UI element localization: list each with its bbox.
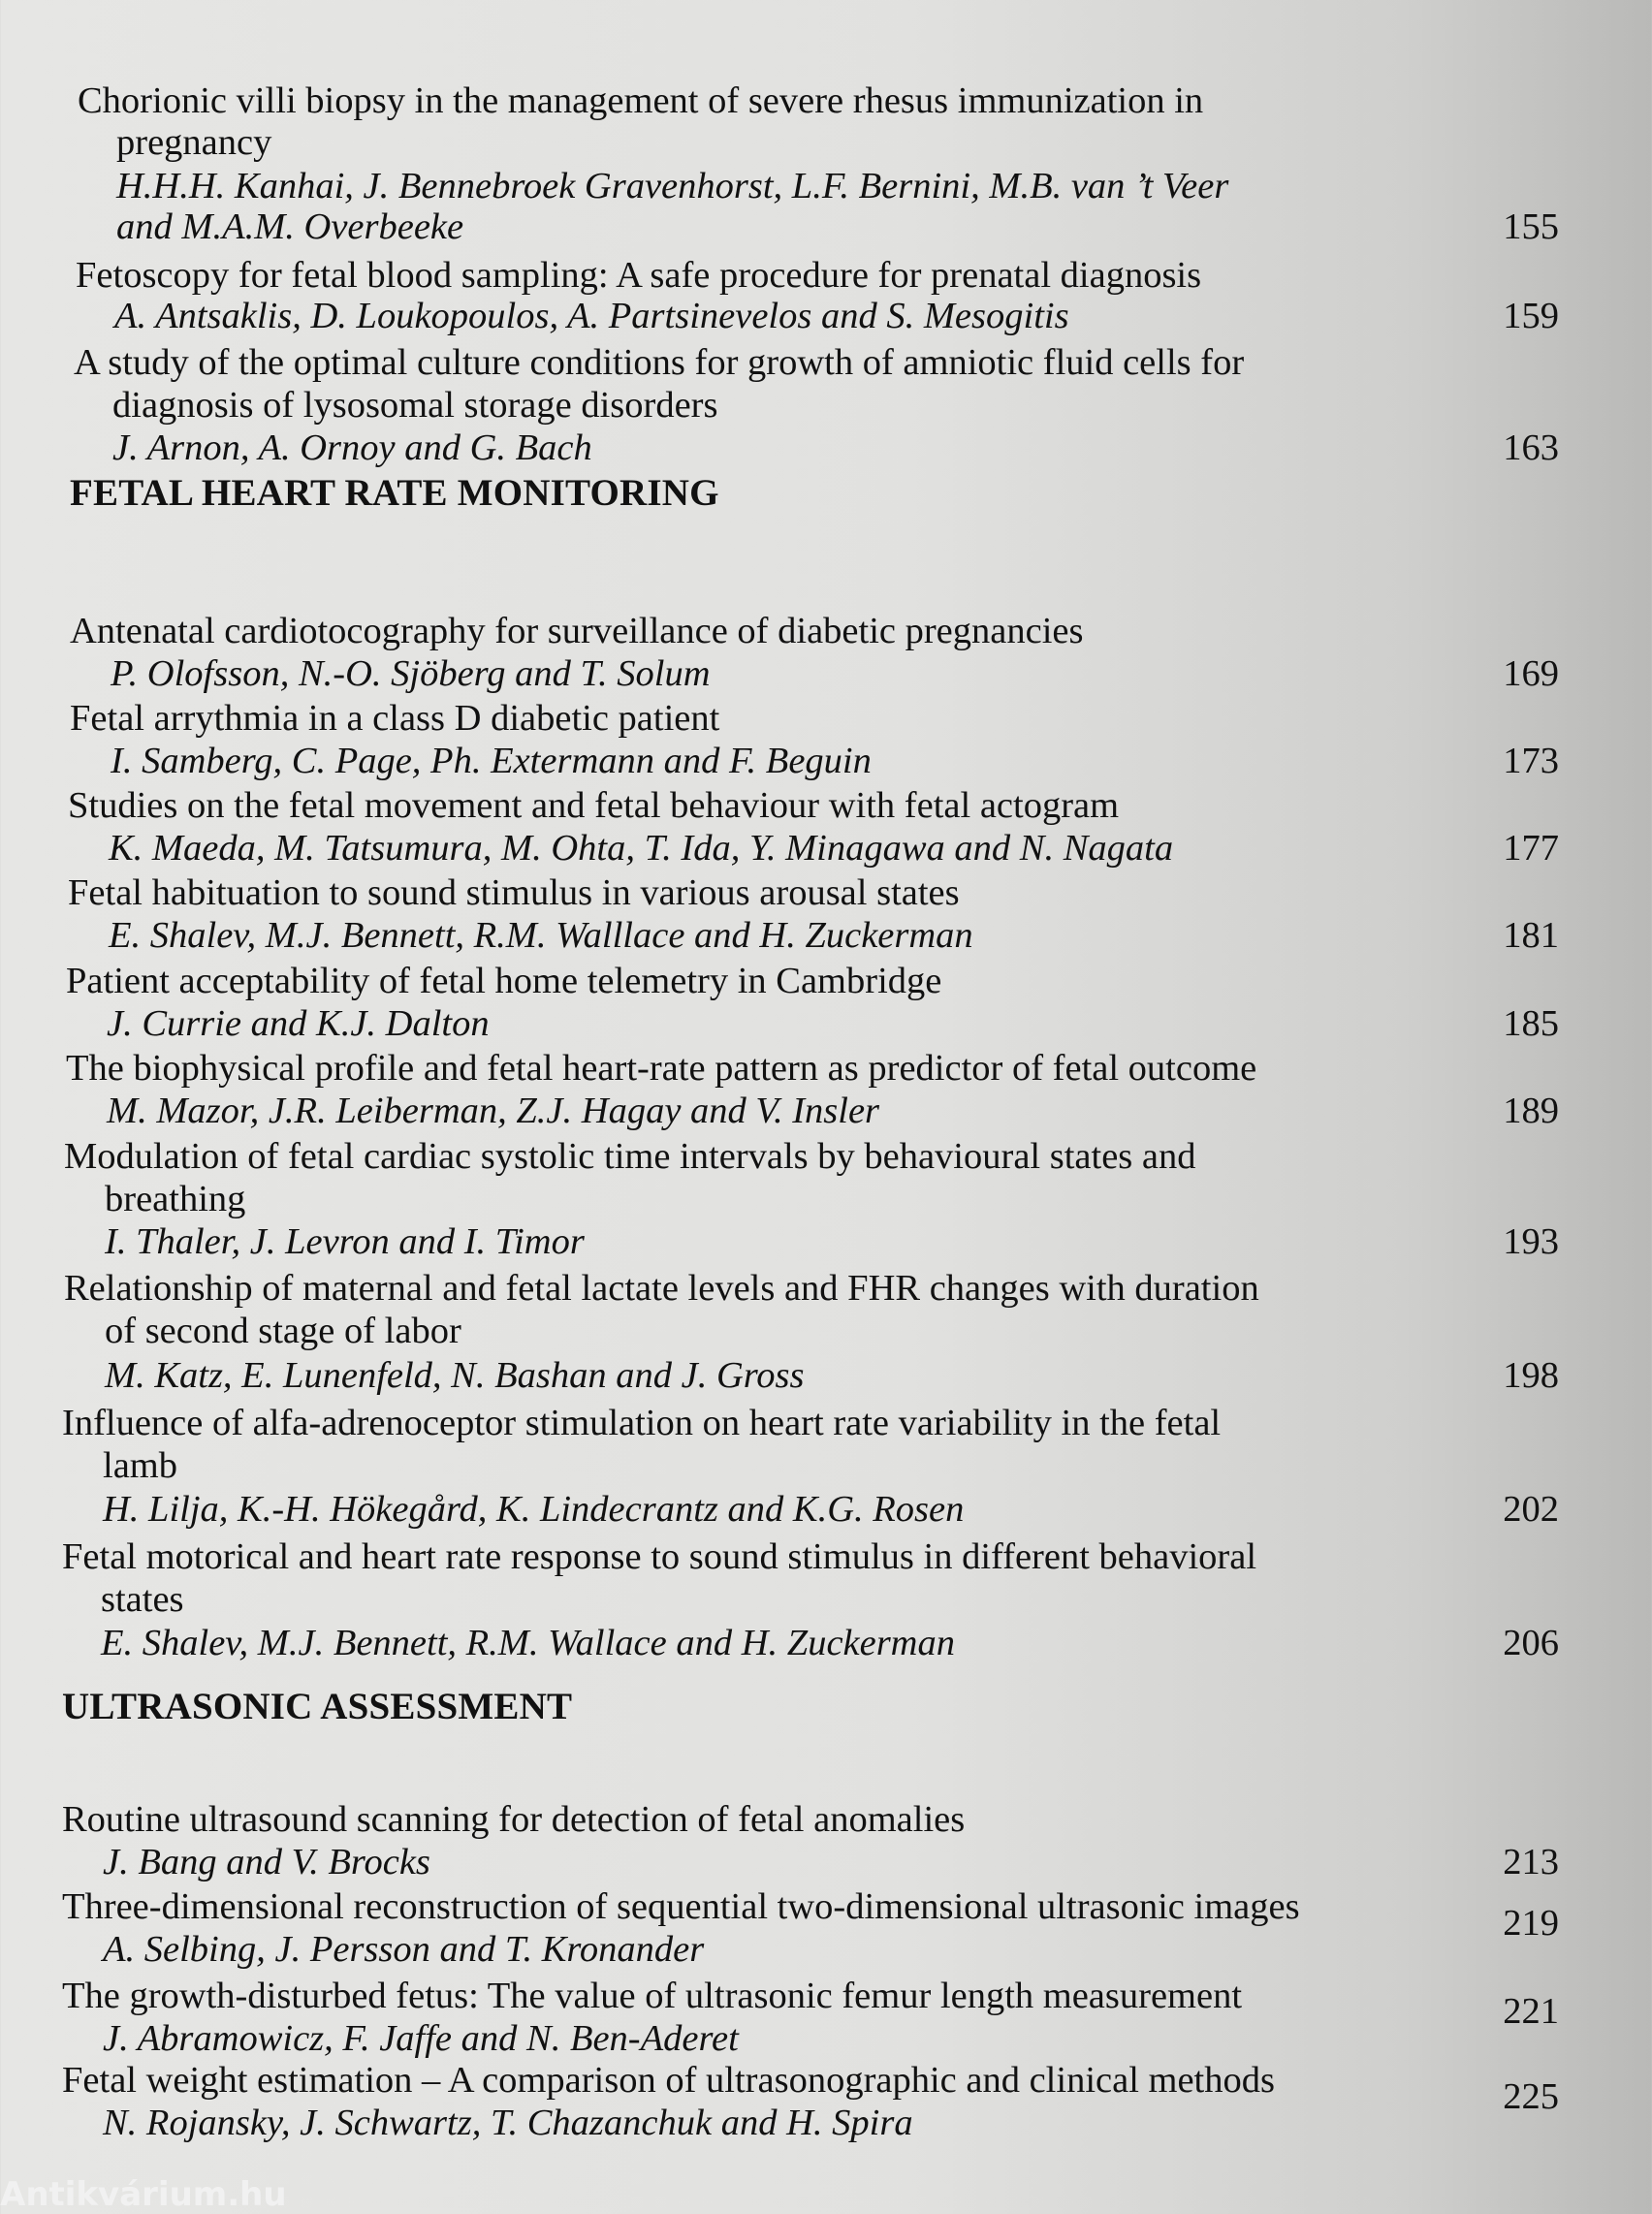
entry-author-line: H.H.H. Kanhai, J. Bennebroek Gravenhorst, L.F. Bernini, M.B. van ’t Veer: [116, 166, 1229, 206]
entry-title-line: Antenatal cardiotocography for surveillance of diabetic pregnancies: [70, 611, 1084, 651]
entry-page-number: 177: [1503, 828, 1559, 869]
entry-title-line: Fetal weight estimation – A comparison of ultrasonographic and clinical methods: [62, 2060, 1275, 2101]
entry-author-line: I. Thaler, J. Levron and I. Timor: [105, 1221, 585, 1262]
entry-page-number: 181: [1503, 915, 1559, 956]
section-heading-fetal-heart-rate: FETAL HEART RATE MONITORING: [70, 472, 719, 514]
entry-page-number: 193: [1503, 1221, 1559, 1262]
entry-title-line: states: [101, 1579, 184, 1620]
entry-page-number: 213: [1503, 1842, 1559, 1882]
entry-title-line: Fetal motorical and heart rate response to sound stimulus in different behavioral: [62, 1536, 1257, 1577]
entry-title-line: The biophysical profile and fetal heart-rate pattern as predictor of fetal outcome: [66, 1048, 1257, 1089]
entry-title-line: Influence of alfa-adrenoceptor stimulation on heart rate variability in the fetal: [62, 1403, 1222, 1443]
entry-title-line: Relationship of maternal and fetal lactate levels and FHR changes with duration: [64, 1268, 1259, 1309]
entry-title-line: Fetal arrythmia in a class D diabetic patient: [70, 698, 720, 739]
entry-page-number: 173: [1503, 741, 1559, 781]
entry-author-line: E. Shalev, M.J. Bennett, R.M. Walllace and H. Zuckerman: [109, 915, 973, 956]
entry-page-number: 225: [1503, 2076, 1559, 2117]
watermark-logo: Antikvárium.hu: [0, 2175, 287, 2214]
entry-page-number: 219: [1503, 1903, 1559, 1944]
entry-author-line: J. Bang and V. Brocks: [103, 1842, 430, 1882]
section-heading-ultrasonic: ULTRASONIC ASSESSMENT: [62, 1686, 573, 1727]
entry-title-line: Patient acceptability of fetal home telemetry in Cambridge: [66, 961, 942, 1001]
entry-page-number: 206: [1503, 1623, 1559, 1663]
entry-title-line: lamb: [103, 1445, 177, 1486]
entry-author-line: J. Abramowicz, F. Jaffe and N. Ben-Aderet: [103, 2018, 739, 2059]
entry-title-line: diagnosis of lysosomal storage disorders: [112, 385, 718, 426]
entry-author-line: and M.A.M. Overbeeke: [116, 206, 464, 247]
entry-title-line: pregnancy: [116, 122, 272, 163]
entry-page-number: 169: [1503, 653, 1559, 694]
entry-author-line: N. Rojansky, J. Schwartz, T. Chazanchuk and H. Spira: [103, 2103, 913, 2143]
entry-page-number: 221: [1503, 1991, 1559, 2032]
entry-author-line: A. Antsaklis, D. Loukopoulos, A. Partsinevelos and S. Mesogitis: [114, 296, 1069, 336]
entry-title-line: Routine ultrasound scanning for detection of fetal anomalies: [62, 1799, 966, 1840]
entry-title-line: Fetoscopy for fetal blood sampling: A safe procedure for prenatal diagnosis: [76, 255, 1202, 296]
entry-author-line: E. Shalev, M.J. Bennett, R.M. Wallace and H. Zuckerman: [101, 1623, 955, 1663]
entry-author-line: A. Selbing, J. Persson and T. Kronander: [103, 1929, 705, 1970]
entry-title-line: breathing: [105, 1179, 246, 1219]
entry-author-line: J. Currie and K.J. Dalton: [107, 1003, 490, 1044]
entry-title-line: Chorionic villi biopsy in the management of severe rhesus immunization in: [78, 80, 1204, 121]
entry-page-number: 198: [1503, 1355, 1559, 1396]
entry-page-number: 185: [1503, 1003, 1559, 1044]
entry-title-line: of second stage of labor: [105, 1311, 461, 1351]
entry-author-line: M. Katz, E. Lunenfeld, N. Bashan and J. Gross: [105, 1355, 805, 1396]
entry-title-line: A study of the optimal culture conditions for growth of amniotic fluid cells for: [74, 342, 1245, 383]
entry-author-line: H. Lilja, K.-H. Hökegård, K. Lindecrantz and K.G. Rosen: [103, 1489, 965, 1530]
entry-author-line: I. Samberg, C. Page, Ph. Extermann and F. Beguin: [111, 741, 872, 781]
entry-page-number: 163: [1503, 427, 1559, 468]
entry-title-line: Three-dimensional reconstruction of sequential two-dimensional ultrasonic images: [62, 1886, 1300, 1927]
entry-title-line: Studies on the fetal movement and fetal behaviour with fetal actogram: [68, 785, 1120, 826]
entry-title-line: Fetal habituation to sound stimulus in various arousal states: [68, 872, 960, 913]
entry-author-line: M. Mazor, J.R. Leiberman, Z.J. Hagay and V. Insler: [107, 1091, 880, 1131]
entry-author-line: J. Arnon, A. Ornoy and G. Bach: [112, 427, 592, 468]
entry-title-line: Modulation of fetal cardiac systolic time intervals by behavioural states and: [64, 1136, 1196, 1177]
entry-author-line: K. Maeda, M. Tatsumura, M. Ohta, T. Ida, Y. Minagawa and N. Nagata: [109, 828, 1174, 869]
entry-page-number: 155: [1503, 206, 1559, 247]
entry-author-line: P. Olofsson, N.-O. Sjöberg and T. Solum: [111, 653, 711, 694]
entry-page-number: 189: [1503, 1091, 1559, 1131]
entry-page-number: 202: [1503, 1489, 1559, 1530]
entry-page-number: 159: [1503, 296, 1559, 336]
entry-title-line: The growth-disturbed fetus: The value of ultrasonic femur length measurement: [62, 1976, 1243, 2016]
